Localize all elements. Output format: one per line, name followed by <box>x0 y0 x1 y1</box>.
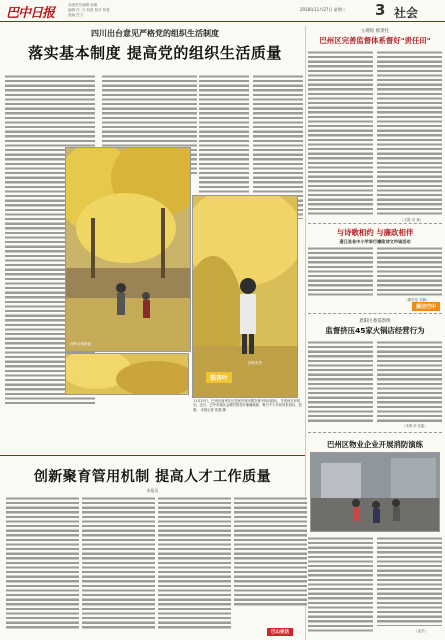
right-2-headline: 与诗歌相约 与廉政相伴 <box>336 228 414 237</box>
right-3-headline: 监督挤压45家火锅店经营行为 <box>325 326 425 335</box>
section-title: 社会 <box>394 6 419 20</box>
bottom-text-col-3 <box>158 496 231 629</box>
right-1-author: （王霞 吴 林） <box>400 218 424 222</box>
girl-under-ginkgo-photo <box>192 195 298 398</box>
right-4-author: （金杰） <box>414 629 428 633</box>
right-1-text-col-1 <box>308 50 373 215</box>
bottom-text-col-1 <box>6 496 79 629</box>
right-2-subhead: 通江县各中小学举行廉政诗文吟诵活动 <box>339 239 411 244</box>
right-2-header <box>308 226 442 245</box>
divider <box>308 432 442 433</box>
photo-caption: 11月25日，巴州区南坪社区居民在城市银杏林中休闲游玩，享受秋日好时光。近日，巴中市城区金黄的银杏叶铺满地面，吸引不少市民前来游玩、拍照。 本报记者 张磊 摄 <box>193 399 302 412</box>
right-column <box>308 26 442 46</box>
masthead <box>0 0 445 22</box>
side-photo-label: 深秋美景 <box>248 361 262 365</box>
ginkgo-tree-scene <box>66 148 191 352</box>
newspaper-logo: 巴中日报 <box>6 6 55 21</box>
right-1-kicker: 立规矩 抓责任 <box>360 29 390 34</box>
right-1-headline: 巴州区完善监督体系督好"责任田" <box>319 36 431 45</box>
right-4-text-col-1 <box>308 536 373 634</box>
bottom-text-col-2 <box>82 496 155 629</box>
right-2-author: （谭杰伦 刘静） <box>404 298 430 302</box>
main-headline: 落实基本制度 提高党的组织生活质量 <box>28 44 282 62</box>
right-2-text-col-2 <box>377 246 442 296</box>
autumn-street-photo <box>65 147 191 352</box>
right-4-text-col-2 <box>377 536 442 626</box>
right-3-author: （本报 叶灵霜） <box>402 424 428 428</box>
fire-drill-scene <box>311 453 440 532</box>
column-badge: 廉洁巴中 <box>412 302 440 311</box>
issue-date: 2018年11月27日 星期二 <box>300 7 346 12</box>
divider <box>308 223 442 224</box>
series-badge: 巴山夜话 <box>267 628 293 636</box>
bottom-headline: 创新聚育管用机制 提高人才工作质量 <box>33 469 272 485</box>
right-3-kicker: 恩阳区委巡察组 <box>359 319 391 324</box>
bottom-article <box>0 455 305 640</box>
right-3-header <box>308 316 442 336</box>
ginkgo-closeup-photo <box>65 353 189 395</box>
right-2-text-col-1 <box>308 246 373 296</box>
divider <box>308 313 442 314</box>
right-4-headline: 巴州区物业企业开展消防演练 <box>326 440 424 449</box>
masthead-info: 本版责任编辑 周珊 编辑 任 ·文 何凯 校对 杨春 美编 任力 <box>68 3 110 17</box>
ginkgo-closeup-scene <box>66 354 189 395</box>
right-3-text-col-1 <box>308 340 373 422</box>
photo-section-badge: 银杏叶 <box>206 372 232 383</box>
right-3-text-col-2 <box>377 340 442 422</box>
fire-drill-photo <box>310 452 440 532</box>
main-kicker: 四川出台意见严格党的组织生活制度 <box>91 29 219 38</box>
main-photo-label: 深秋诗情画意 <box>70 342 91 346</box>
bottom-text-col-4 <box>234 496 307 606</box>
bottom-byline: 本报讯 <box>146 488 159 493</box>
ginkgo-portrait-scene <box>193 196 298 398</box>
page-number: 3 <box>375 1 386 19</box>
right-1-text-col-2 <box>377 50 442 215</box>
